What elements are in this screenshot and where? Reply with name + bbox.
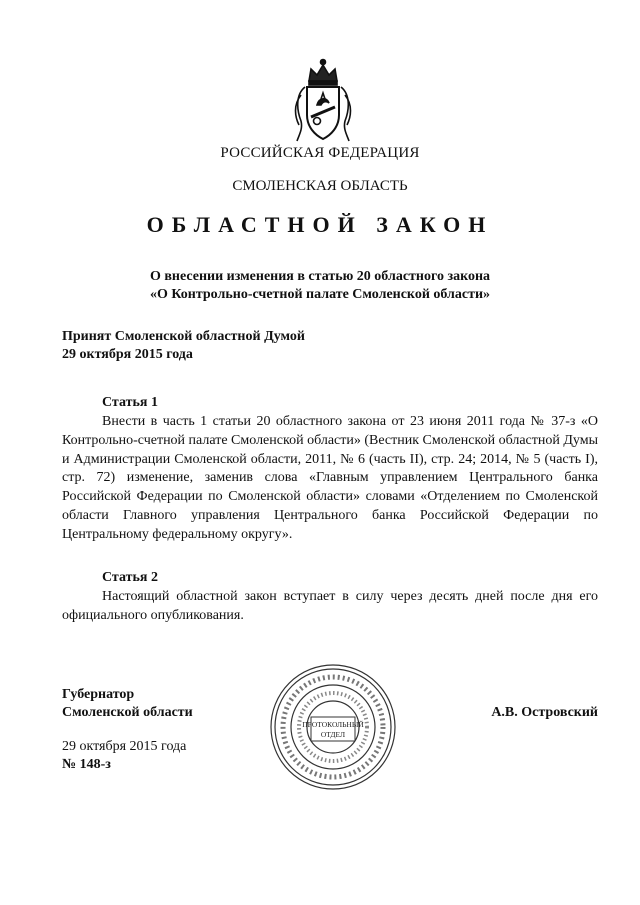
signatory-name: А.В. Островский [491, 705, 598, 720]
region-heading: СМОЛЕНСКАЯ ОБЛАСТЬ [232, 178, 408, 194]
article-2-heading: Статья 2 [102, 570, 158, 585]
signing-date: 29 октября 2015 года [62, 739, 187, 754]
article-1-heading: Статья 1 [102, 395, 158, 410]
signatory-position [62, 686, 193, 722]
signing-info [62, 738, 186, 774]
official-seal-icon [268, 662, 398, 792]
article-2-text: Настоящий областной закон вступает в силу через десять дней после дня его официального опубликования. [62, 589, 598, 623]
law-subject-line-2: «О Контрольно-счетной палате Смоленской области» [149, 287, 491, 302]
signatory-position-line-1: Губернатор [62, 687, 135, 702]
adoption-date: 29 октября 2015 года [62, 347, 193, 362]
federation-heading: РОССИЙСКАЯ ФЕДЕРАЦИЯ [220, 145, 420, 161]
document-title: ОБЛАСТНОЙ ЗАКОН [146, 212, 494, 237]
law-subject-line-1: О внесении изменения в статью 20 областного закона [149, 269, 491, 284]
adoption-body: Принят Смоленской областной Думой [62, 329, 305, 344]
law-number: № 148-з [62, 757, 111, 772]
seal-center-line-1: ПРОТОКОЛЬНЫЙ [302, 720, 364, 729]
law-subject [60, 268, 580, 304]
coat-of-arms-icon [291, 55, 355, 147]
seal-center-line-2: ОТДЕЛ [320, 730, 346, 739]
signatory-position-line-2: Смоленской области [62, 705, 193, 720]
article-1-text: Внести в часть 1 статьи 20 областного закона от 23 июня 2011 года № 37-з «О Контрольно-счетной палате Смоленской области» (Вестник Смоленской областной Думы и Администрации Смоленской области, 2011, № 6 (часть II), стр. 24; 2014, № 5 (часть I), стр. 72) изменение, заменив слова «Главным управлением Центрального банка Российской Федерации по Смоленской области» словами «Отделением по Смоленской области Главного управления Центрального банка Российской Федерации по Центральному федеральному округу». [62, 414, 598, 542]
adoption-info [62, 328, 305, 364]
